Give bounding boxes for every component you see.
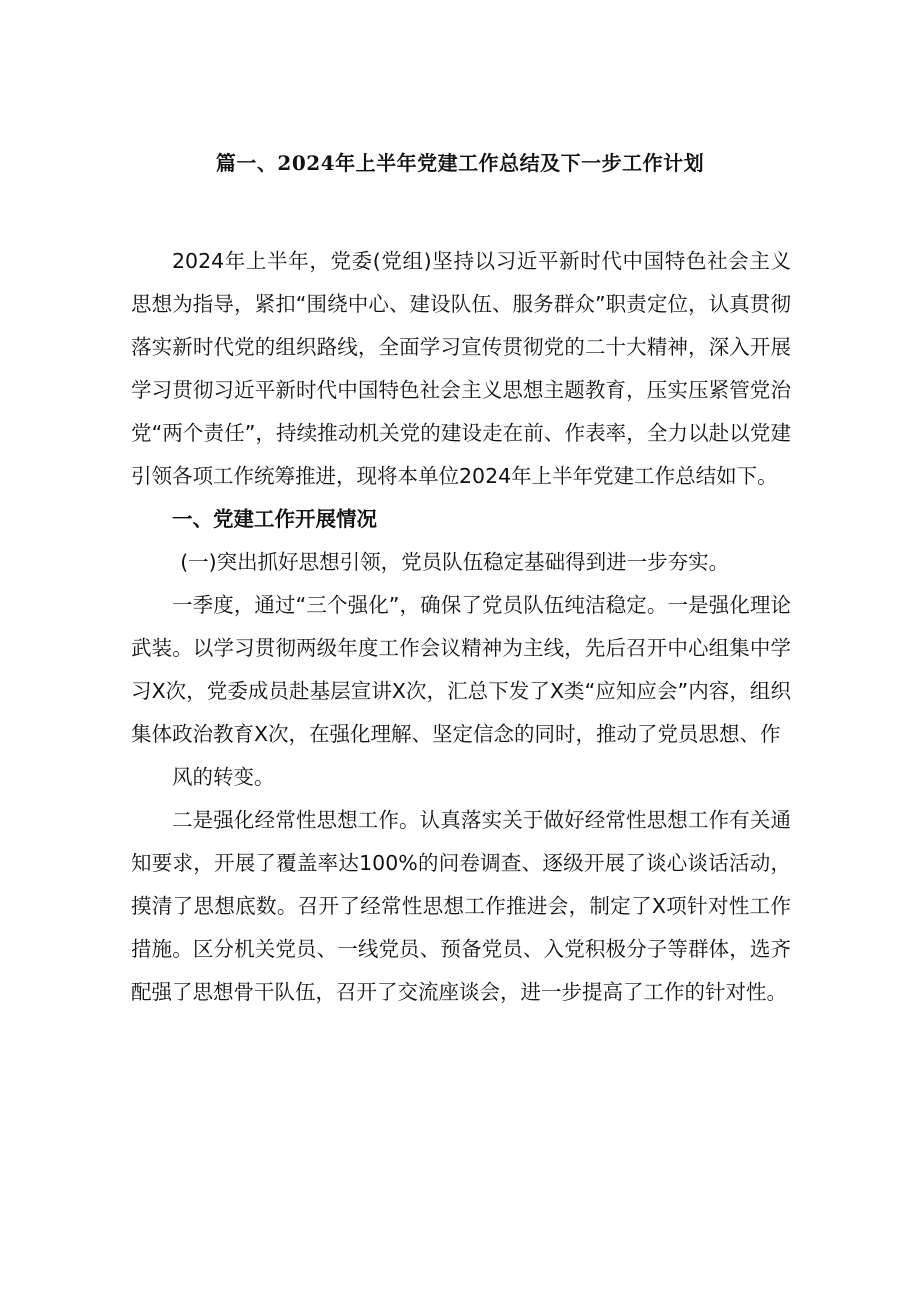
section-heading: 一、党建工作开展情况 [172, 507, 377, 531]
paragraph-continuation: 风的转变。 [172, 765, 275, 789]
paragraph-regular-work: 二是强化经常性思想工作。认真落实关于做好经常性思想工作有关通知要求，开展了覆盖率达100%的问卷调查、逐级开展了谈心谈话活动，摸清了思想底数。召开了经常性思想工作推进会，制定了X项针对性工作措施。区分机关党员、一线党员、预备党员、入党积极分子等群体，选齐配强了思想骨干队伍，召开了交流座谈会，进一步提高了工作的针对性。 [131, 808, 791, 1004]
document-body [131, 240, 791, 1014]
document-title: 篇一、2024年上半年党建工作总结及下一步工作计划 [215, 151, 705, 175]
intro-paragraph: 2024年上半年，党委(党组)坚持以习近平新时代中国特色社会主义思想为指导，紧扣“围绕中心、建设队伍、服务群众”职责定位，认真贯彻落实新时代党的组织路线，全面学习宣传贯彻党的二十大精神，深入开展学习贯彻习近平新时代中国特色社会主义思想主题教育，压实压紧管党治党“两个责任”，持续推动机关党的建设走在前、作表率，全力以赴以党建引领各项工作统筹推进，现将本单位2024年上半年党建工作总结如下。 [131, 249, 791, 488]
paragraph-first-quarter: 一季度，通过“三个强化”，确保了党员队伍纯洁稳定。一是强化理论武装。以学习贯彻两级年度工作会议精神为主线，先后召开中心组集中学习X次，党委成员赴基层宣讲X次，汇总下发了X类“应知应会”内容，组织集体政治教育X次，在强化理解、坚定信念的同时，推动了党员思想、作 [131, 593, 791, 746]
subsection-heading: (一)突出抓好思想引领，党员队伍稳定基础得到进一步夯实。 [180, 550, 730, 574]
